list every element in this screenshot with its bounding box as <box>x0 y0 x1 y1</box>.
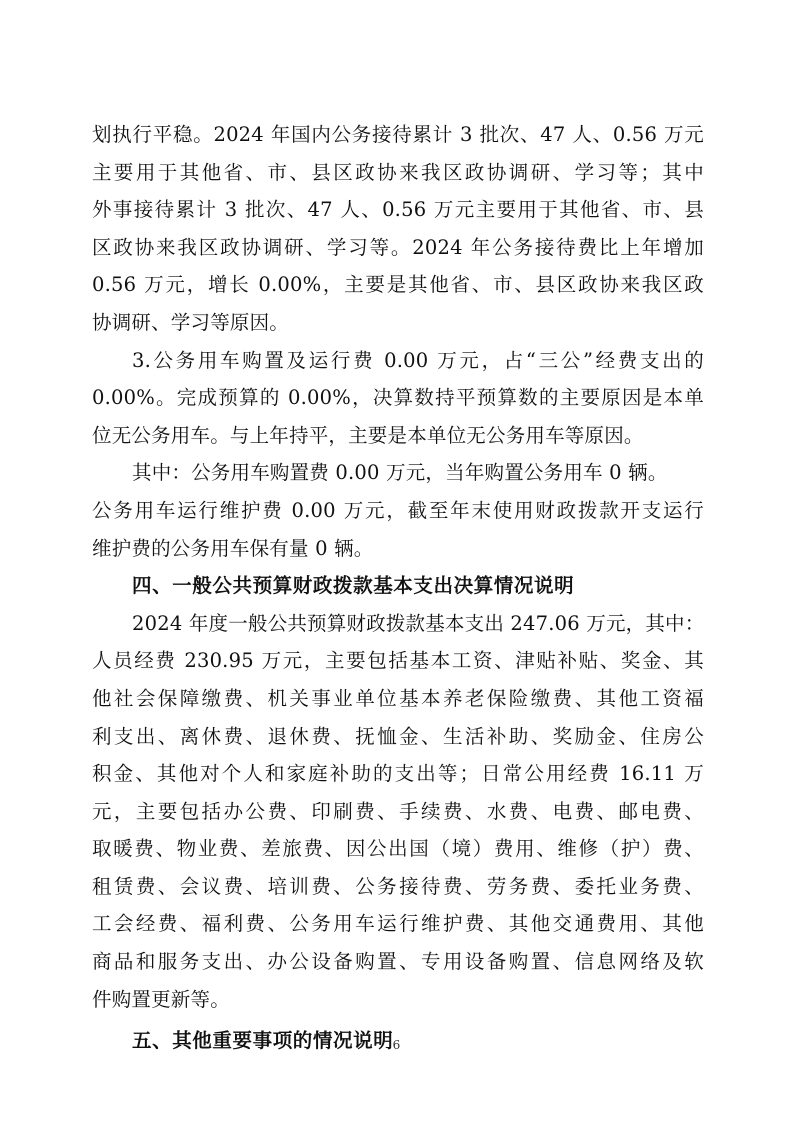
text-line: 公务用车运行维护费 0.00 万元，截至年末使用财政拨款开支运行 <box>92 498 704 522</box>
document-body <box>92 116 704 1060</box>
text-line: 0.56 万元，增长 0.00%，主要是其他省、市、县区政协来我区政 <box>92 273 704 297</box>
section-heading-5: 五、其他重要事项的情况说明 <box>132 1029 394 1053</box>
text-line: 工会经费、福利费、公务用车运行维护费、其他交通费用、其他 <box>92 912 704 936</box>
text-line: 元，主要包括办公费、印刷费、手续费、水费、电费、邮电费、 <box>92 799 704 823</box>
text-line: 外事接待累计 3 批次、47 人、0.56 万元主要用于其他省、市、县 <box>92 198 704 222</box>
text-line: 3.公务用车购置及运行费 0.00 万元，占“三公”经费支出的 <box>132 348 704 372</box>
text-line: 积金、其他对个人和家庭补助的支出等；日常公用经费 16.11 万 <box>92 762 704 786</box>
text-line: 区政协来我区政协调研、学习等。2024 年公务接待费比上年增加 <box>92 235 704 259</box>
text-line: 主要用于其他省、市、县区政协来我区政协调研、学习等；其中 <box>92 160 704 184</box>
text-line: 件购置更新等。 <box>92 987 230 1011</box>
text-line: 2024 年度一般公共预算财政拨款基本支出 247.06 万元，其中： <box>132 611 705 635</box>
section-heading-4: 四、一般公共预算财政拨款基本支出决算情况说明 <box>132 574 575 598</box>
text-line: 维护费的公务用车保有量 0 辆。 <box>92 536 374 560</box>
paragraph-basic-expenditure <box>92 605 704 1019</box>
text-line: 租赁费、会议费、培训费、公务接待费、劳务费、委托业务费、 <box>92 874 704 898</box>
text-line: 取暖费、物业费、差旅费、因公出国（境）费用、维修（护）费、 <box>92 837 704 861</box>
page-number: 6 <box>392 1038 401 1052</box>
text-line: 协调研、学习等原因。 <box>92 310 290 334</box>
text-line: 位无公务用车。与上年持平，主要是本单位无公务用车等原因。 <box>92 423 644 447</box>
paragraph-reception <box>92 116 704 342</box>
text-line: 0.00%。完成预算的 0.00%，决算数持平预算数的主要原因是本单 <box>92 386 704 410</box>
text-line: 其中：公务用车购置费 0.00 万元，当年购置公务用车 0 辆。 <box>132 461 668 485</box>
text-line: 人员经费 230.95 万元，主要包括基本工资、津贴补贴、奖金、其 <box>92 649 704 673</box>
paragraph-vehicle-detail <box>92 454 704 567</box>
text-line: 划执行平稳。2024 年国内公务接待累计 3 批次、47 人、0.56 万元 <box>92 123 704 146</box>
text-line: 商品和服务支出、办公设备购置、专用设备购置、信息网络及软 <box>92 950 704 974</box>
text-line: 他社会保障缴费、机关事业单位基本养老保险缴费、其他工资福 <box>92 686 704 710</box>
text-line: 利支出、离休费、退休费、抚恤金、生活补助、奖励金、住房公 <box>92 724 704 748</box>
paragraph-vehicle-expense <box>92 342 704 455</box>
